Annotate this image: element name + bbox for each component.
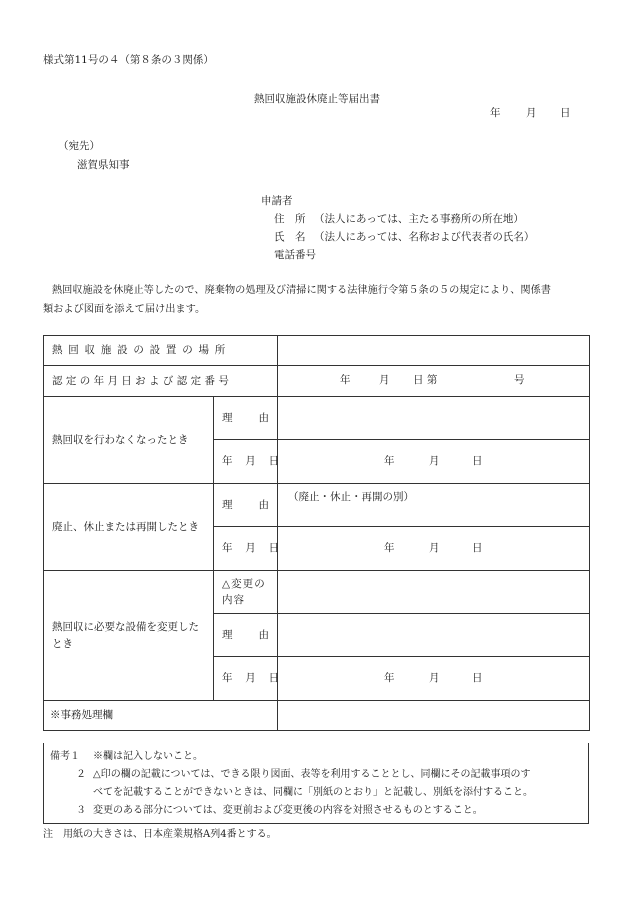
s3-date-field[interactable]: 年 月 日 — [278, 657, 590, 701]
s2-date-label: 年 月 日 — [214, 527, 278, 571]
row-s2-reason — [44, 484, 590, 527]
office-use-label: ※事務処理欄 — [44, 701, 278, 731]
applicant-address-note: （法人にあっては、主たる事務所の所在地） — [314, 213, 524, 225]
section1-label: 熱回収を行わなくなったとき — [44, 397, 214, 484]
row-s1-reason — [44, 397, 590, 440]
s3-reason-label: 理 由 — [214, 614, 278, 657]
s2-reason-label: 理 由 — [214, 484, 278, 527]
cert-month: 月 — [379, 374, 390, 386]
s2-reason-hint: （廃止・休止・再開の別） — [288, 491, 414, 503]
addressee-label: （宛先） — [58, 140, 100, 152]
s3-date-label: 年 月 日 — [214, 657, 278, 701]
row-office-use — [44, 701, 590, 731]
s1-date-label: 年 月 日 — [214, 440, 278, 484]
date-day-label: 日 — [560, 107, 571, 119]
statement-line-1: 熱回収施設を休廃止等したので、廃棄物の処理及び清掃に関する法律施行令第５条の５の規定により、関係書 — [52, 285, 551, 296]
cert-year: 年 — [340, 374, 351, 386]
certification-field[interactable] — [278, 366, 590, 397]
certification-label: 認定の年月日および認定番号 — [44, 366, 278, 397]
s3-change-field[interactable] — [278, 571, 590, 614]
note2-num: ２ — [76, 769, 86, 780]
location-label: 熱回収施設の設置の場所 — [44, 336, 278, 366]
applicant-address-label: 住 所 — [274, 213, 306, 225]
note1-head: 備考１ — [50, 751, 80, 762]
note2-text-2: べてを記載することができないときは、同欄に「別紙のとおり」と記載し、別紙を添付すること。 — [93, 787, 533, 798]
s2-date-field[interactable]: 年 月 日 — [278, 527, 590, 571]
cert-number: 号 — [514, 374, 525, 386]
document-title: 熱回収施設休廃止等届出書 — [254, 93, 380, 105]
s2-reason-field[interactable] — [278, 484, 590, 527]
s1-reason-field[interactable] — [278, 397, 590, 440]
section3-label: 熱回収に必要な設備を変更した とき — [44, 571, 214, 701]
date-month-label: 月 — [526, 107, 537, 119]
note3-num: ３ — [76, 805, 86, 816]
applicant-name-label: 氏 名 — [274, 231, 306, 243]
location-field[interactable] — [278, 336, 590, 366]
date-year-label: 年 — [490, 107, 501, 119]
form-number: 様式第11号の４（第８条の３関係） — [43, 54, 214, 66]
s3-reason-field[interactable] — [278, 614, 590, 657]
row-s3-change — [44, 571, 590, 614]
section2-label: 廃止、休止または再開したとき — [44, 484, 214, 571]
note2-text-1: △印の欄の記載については、できる限り図面、表等を利用することとし、同欄にその記載事項のす — [93, 769, 531, 780]
s1-date-field[interactable]: 年 月 日 — [278, 440, 590, 484]
row-location — [44, 336, 590, 366]
notification-form-table — [43, 335, 590, 731]
s3-change-label: △変更の 内容 — [214, 571, 278, 614]
addressee-name: 滋賀県知事 — [77, 159, 130, 171]
note3-text: 変更のある部分については、変更前および変更後の内容を対照させるものとすること。 — [93, 805, 483, 816]
statement-line-2: 類および図面を添えて届け出ます。 — [43, 304, 206, 315]
applicant-phone-label: 電話番号 — [274, 249, 316, 261]
applicant-heading: 申請者 — [261, 195, 293, 207]
s1-reason-label: 理 由 — [214, 397, 278, 440]
applicant-name-note: （法人にあっては、名称および代表者の氏名） — [314, 231, 535, 243]
notes-box — [43, 743, 589, 824]
row-certification — [44, 366, 590, 397]
cert-day-no: 日 第 — [413, 374, 438, 386]
note1-text: ※欄は記入しないこと。 — [93, 751, 203, 762]
office-use-field — [278, 701, 590, 731]
footer-note: 注 用紙の大きさは、日本産業規格A列4番とする。 — [43, 829, 277, 840]
